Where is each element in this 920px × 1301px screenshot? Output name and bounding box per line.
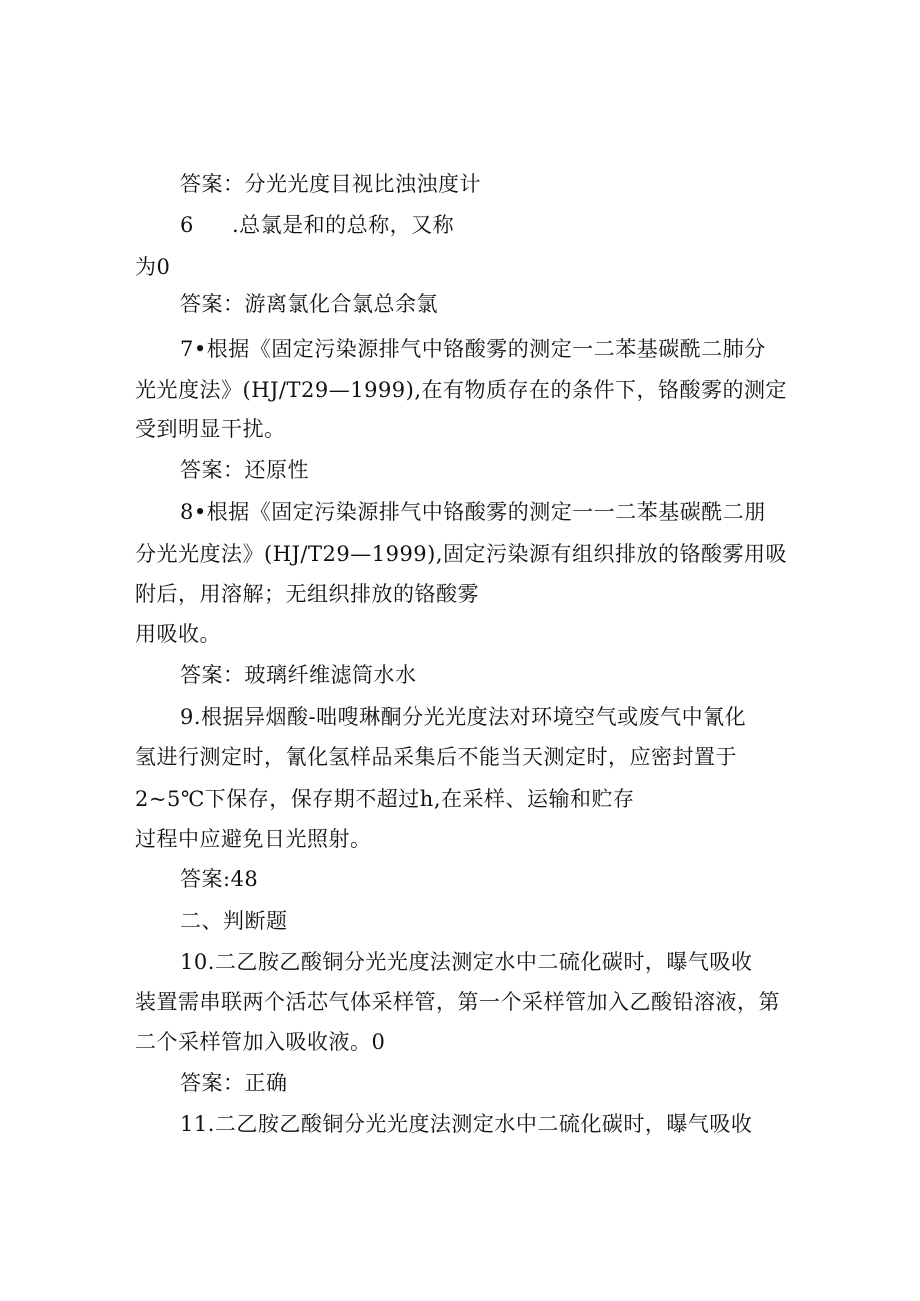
answer-5: 答案：分光光度目视比浊浊度计 — [180, 172, 481, 196]
answer-9: 答案:48 — [180, 867, 259, 891]
question-8-line-2: 分光光度法》(HJ/T29—1999),固定污染源有组织排放的铬酸雾用吸 — [135, 542, 788, 566]
question-11-line-1: 11.二乙胺乙酸铜分光光度法测定水中二硫化碳时，曝气吸收 — [180, 1112, 753, 1136]
question-8-line-4: 用吸收。 — [135, 622, 221, 646]
answer-6: 答案：游离氯化合氯总余氯 — [180, 292, 438, 316]
question-9-line-3: 2~5℃下保存，保存期不超过h,在采样、运输和贮存 — [135, 787, 635, 811]
question-6-number: 6 — [180, 213, 194, 237]
question-9-line-1: 9.根据异烟酸-咄嗖琳酮分光光度法对环境空气或废气中氰化 — [180, 705, 747, 729]
question-6-text: .总氯是和的总称，又称 — [232, 213, 455, 237]
section-heading-judgement: 二、判断题 — [180, 909, 288, 933]
question-7-line-1: 7•根据《固定污染源排气中铬酸雾的测定一二苯基碳酰二肺分 — [180, 337, 766, 361]
answer-8: 答案：玻璃纤维滤筒水水 — [180, 663, 417, 687]
question-7-line-2: 光光度法》(HJ/T29—1999),在有物质存在的条件下，铬酸雾的测定 — [135, 378, 788, 402]
question-10-line-2: 装置需串联两个活芯气体采样管，第一个采样管加入乙酸铅溶液，第 — [135, 990, 780, 1014]
answer-10: 答案：正确 — [180, 1071, 288, 1095]
question-8-line-1: 8•根据《固定污染源排气中铬酸雾的测定一一二苯基碳酰二朋 — [180, 500, 766, 524]
question-6-continuation: 为0 — [135, 255, 171, 279]
question-9-line-4: 过程中应避免日光照射。 — [135, 827, 372, 851]
question-7-line-3: 受到明显干扰。 — [135, 417, 286, 441]
question-10-line-3: 二个采样管加入吸收液。0 — [135, 1030, 386, 1054]
question-8-line-3: 附后，用溶解；无组织排放的铬酸雾 — [135, 582, 479, 606]
answer-7: 答案：还原性 — [180, 458, 309, 482]
question-10-line-1: 10.二乙胺乙酸铜分光光度法测定水中二硫化碳时，曝气吸收 — [180, 950, 753, 974]
question-9-line-2: 氢进行测定时，氰化氢样品采集后不能当天测定时，应密封置于 — [135, 745, 737, 769]
